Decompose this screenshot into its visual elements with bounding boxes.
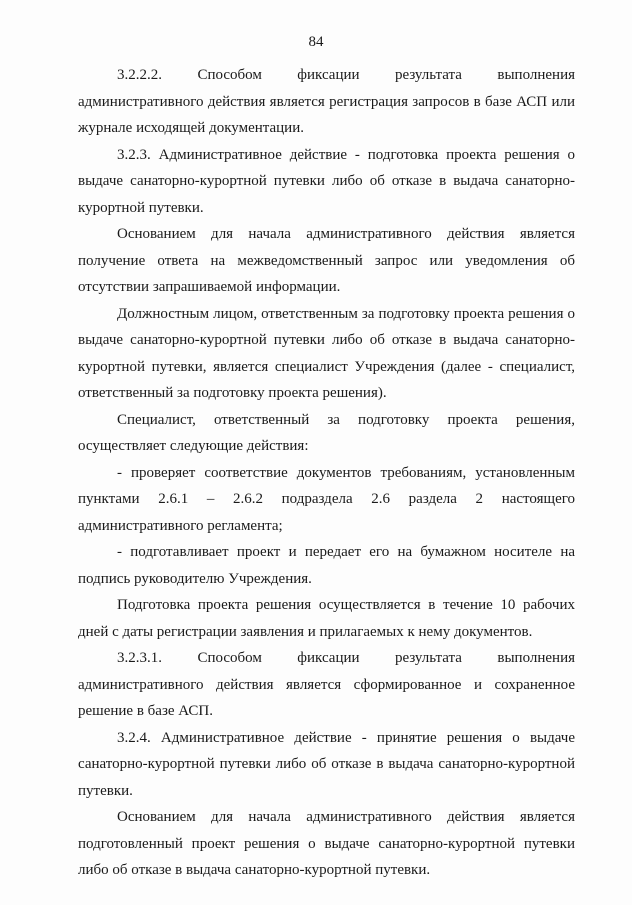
paragraph-3-2-3: 3.2.3. Административное действие - подготовка проекта решения о выдаче санаторно-курортной путевки либо об отказе в выдача санаторно-курортной путевки. [78, 146, 575, 216]
document-body [78, 62, 575, 884]
paragraph-preparation-term: Подготовка проекта решения осуществляется в течение 10 рабочих дней с даты регистрации заявления и прилагаемых к нему документов. [78, 597, 575, 640]
paragraph-3-2-2-2: 3.2.2.2. Способом фиксации результата выполнения административного действия является регистрация запросов в базе АСП или журнале исходящей документации. [78, 67, 575, 136]
paragraph-responsible-official: Должностным лицом, ответственным за подготовку проекта решения о выдаче санаторно-курортной путевки либо об отказе в выдача санаторно-курортной путевки, является специалист Учреждения (далее - специалист, ответственный за подготовку проекта решения). [78, 305, 575, 401]
paragraph-3-2-4: 3.2.4. Административное действие - принятие решения о выдаче санаторно-курортной путевки либо об отказе в выдача санаторно-курортной путевки. [78, 729, 575, 799]
page-number: 84 [308, 34, 324, 50]
paragraph-specialist-actions: Специалист, ответственный за подготовку проекта решения, осуществляет следующие действия: [78, 411, 575, 454]
paragraph-basis-start: Основанием для начала административного действия является получение ответа на межведомственный запрос или уведомления об отсутствии запрашиваемой информации. [78, 226, 575, 295]
list-item-prepares-draft: - подготавливает проект и передает его на бумажном носителе на подпись руководителю Учреждения. [78, 544, 575, 587]
list-item-checks-documents: - проверяет соответствие документов требованиям, установленным пунктами 2.6.1 – 2.6.2 подраздела 2.6 раздела 2 настоящего административного регламента; [78, 464, 575, 534]
paragraph-3-2-3-1: 3.2.3.1. Способом фиксации результата выполнения административного действия является сформированное и сохраненное решение в базе АСП. [78, 650, 575, 719]
paragraph-basis-decision: Основанием для начала административного действия является подготовленный проект решения о выдаче санаторно-курортной путевки либо об отказе в выдача санаторно-курортной путевки. [78, 809, 575, 878]
